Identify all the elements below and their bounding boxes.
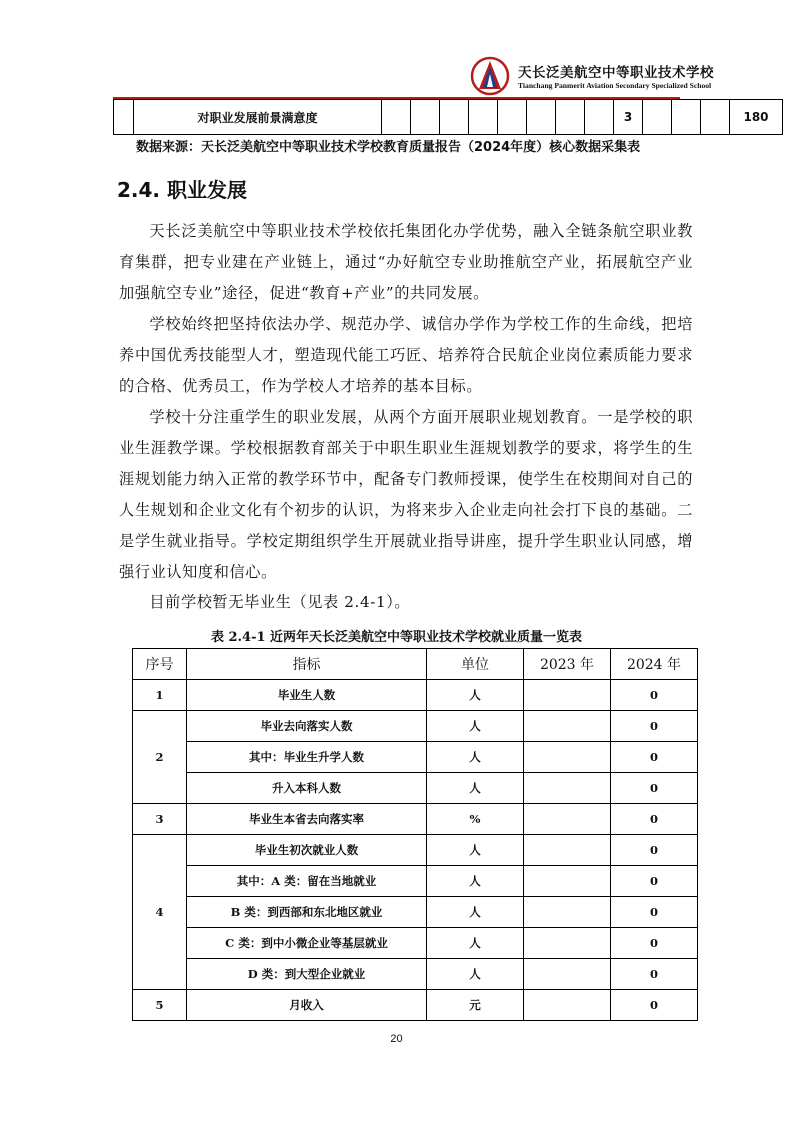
row-unit: 人 [427, 897, 524, 928]
row-2024: 0 [611, 928, 698, 959]
table-cell [643, 100, 672, 135]
header-unit: 单位 [427, 649, 524, 680]
row-2024: 0 [611, 804, 698, 835]
table-cell [469, 100, 498, 135]
row-2023 [524, 928, 611, 959]
table-cell [411, 100, 440, 135]
row-indicator: 毕业生本省去向落实率 [187, 804, 427, 835]
table-header-row [133, 649, 698, 680]
row-2023 [524, 680, 611, 711]
table-row [133, 835, 698, 866]
row-2024: 0 [611, 959, 698, 990]
row-2024: 0 [611, 990, 698, 1021]
row-no: 1 [133, 680, 187, 711]
row-2023 [524, 773, 611, 804]
table-cell [114, 100, 134, 135]
row-unit: 人 [427, 742, 524, 773]
row-2024: 0 [611, 711, 698, 742]
row-2023 [524, 804, 611, 835]
row-indicator: B 类：到西部和东北地区就业 [187, 897, 427, 928]
row-indicator: 升入本科人数 [187, 773, 427, 804]
row-2023 [524, 835, 611, 866]
row-unit: 人 [427, 711, 524, 742]
row-2023 [524, 742, 611, 773]
header-2024: 2024 年 [611, 649, 698, 680]
row-indicator: 毕业生人数 [187, 680, 427, 711]
paragraph: 学校十分注重学生的职业发展，从两个方面开展职业规划教育。一是学校的职业生涯教学课。学校根据教育部关于中职生职业生涯规划教学的要求，将学生的生涯规划能力纳入正常的教学环节中，配备专门教师授课，使学生在校期间对自己的人生规划和企业文化有个初步的认识，为将来步入企业走向社会打下良的基础。二是学生就业指导。学校定期组织学生开展就业指导讲座，提升学生职业认同感，增强行业认知度和信心。 [119, 408, 693, 581]
table-row [133, 959, 698, 990]
row-2024: 0 [611, 680, 698, 711]
employment-quality-table [132, 648, 698, 1021]
table-cell [585, 100, 614, 135]
row-unit: 人 [427, 773, 524, 804]
row-2024: 0 [611, 866, 698, 897]
table-cell [382, 100, 411, 135]
table-cell [527, 100, 556, 135]
table-row [133, 804, 698, 835]
row-no: 4 [133, 835, 187, 990]
row-unit: 人 [427, 928, 524, 959]
row-indicator: 其中：毕业生升学人数 [187, 742, 427, 773]
header-2023: 2023 年 [524, 649, 611, 680]
row-indicator: 毕业生初次就业人数 [187, 835, 427, 866]
table-row [114, 100, 783, 135]
row-indicator: D 类：到大型企业就业 [187, 959, 427, 990]
row-2024: 0 [611, 742, 698, 773]
table-cell [440, 100, 469, 135]
table-row [133, 897, 698, 928]
data-source-note: 数据来源：天长泛美航空中等职业技术学校教育质量报告（2024年度）核心数据采集表 [136, 140, 641, 155]
school-name-cn: 天长泛美航空中等职业技术学校 [518, 65, 714, 81]
header-indicator: 指标 [187, 649, 427, 680]
table-cell [672, 100, 701, 135]
paragraph: 天长泛美航空中等职业技术学校依托集团化办学优势，融入全链条航空职业教育集群，把专业建在产业链上，通过“办好航空专业助推航空产业，拓展航空产业加强航空专业”途径，促进“教育+产业”的共同发展。 [119, 222, 693, 302]
row-2023 [524, 959, 611, 990]
row-indicator: 其中：A 类：留在当地就业 [187, 866, 427, 897]
row-unit: 元 [427, 990, 524, 1021]
row-unit: 人 [427, 959, 524, 990]
table-row [133, 742, 698, 773]
row-unit: % [427, 804, 524, 835]
school-logo-icon [470, 56, 510, 96]
row-2024: 0 [611, 835, 698, 866]
row-indicator: 毕业去向落实人数 [187, 711, 427, 742]
row-unit: 人 [427, 680, 524, 711]
table-row [133, 866, 698, 897]
header-no: 序号 [133, 649, 187, 680]
row-no: 5 [133, 990, 187, 1021]
row-2023 [524, 866, 611, 897]
row-unit: 人 [427, 835, 524, 866]
row-2023 [524, 711, 611, 742]
row-2023 [524, 897, 611, 928]
row-indicator: C 类：到中小微企业等基层就业 [187, 928, 427, 959]
page-header [460, 52, 760, 96]
row-indicator: 月收入 [187, 990, 427, 1021]
total-cell: 180 [730, 100, 783, 135]
row-2024: 0 [611, 773, 698, 804]
row-2023 [524, 990, 611, 1021]
table-row [133, 928, 698, 959]
paragraph: 学校始终把坚持依法办学、规范办学、诚信办学作为学校工作的生命线，把培养中国优秀技能型人才，塑造现代能工巧匠、培养符合民航企业岗位素质能力要求的合格、优秀员工，作为学校人才培养的基本目标。 [119, 315, 693, 395]
table-cell [701, 100, 730, 135]
table-row [133, 990, 698, 1021]
row-2024: 0 [611, 897, 698, 928]
table-row [133, 711, 698, 742]
table-caption: 表 2.4-1 近两年天长泛美航空中等职业技术学校就业质量一览表 [210, 630, 583, 645]
previous-table-row [113, 99, 783, 135]
paragraph: 目前学校暂无毕业生（见表 2.4-1）。 [149, 593, 411, 611]
table-row [133, 773, 698, 804]
table-cell [498, 100, 527, 135]
table-row [133, 680, 698, 711]
row-no: 3 [133, 804, 187, 835]
row-unit: 人 [427, 866, 524, 897]
row-no: 2 [133, 711, 187, 804]
school-name-en: Tianchang Panmerit Aviation Secondary Specialized School [518, 81, 712, 90]
table-cell [556, 100, 585, 135]
satisfaction-label-cell: 对职业发展前景满意度 [134, 100, 382, 135]
section-title: 2.4. 职业发展 [117, 178, 247, 202]
score-cell: 3 [614, 100, 643, 135]
page-number: 20 [390, 1033, 403, 1045]
